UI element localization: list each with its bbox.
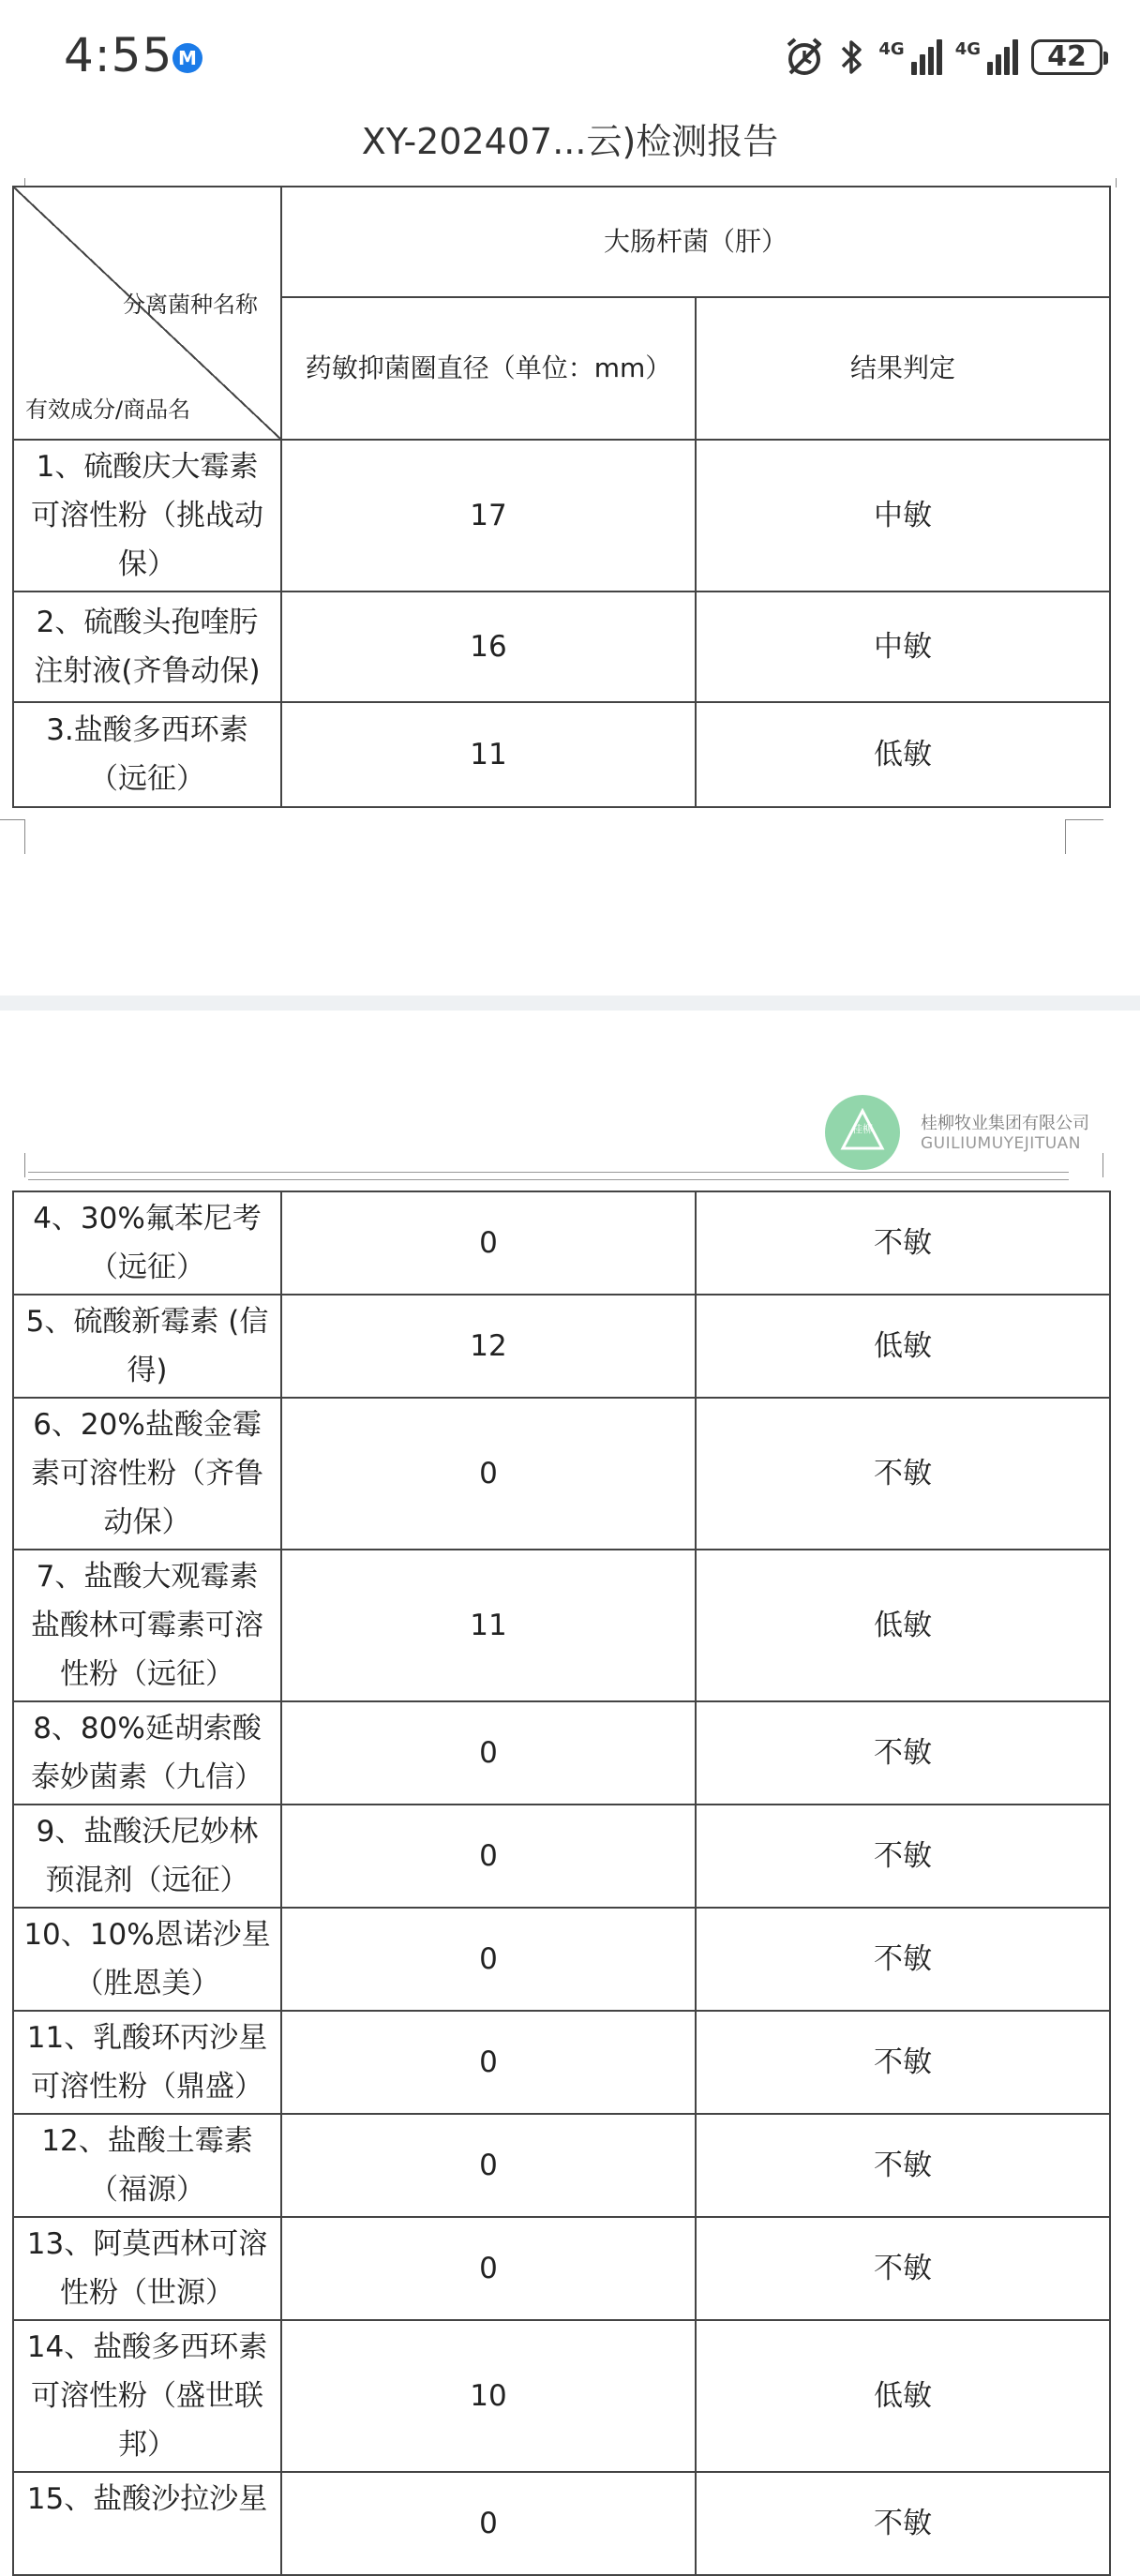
result-cell: 不敏 <box>696 1398 1110 1550</box>
table-row <box>13 1295 1110 1398</box>
table-row <box>13 2217 1110 2320</box>
drug-name-cell: 1、硫酸庆大霉素可溶性粉（挑战动保） <box>13 440 281 592</box>
table-row <box>13 1701 1110 1805</box>
result-cell: 不敏 <box>696 1805 1110 1908</box>
diameter-cell: 11 <box>281 1550 696 1701</box>
status-icons <box>783 32 1102 82</box>
network-type-label: 4G <box>954 39 981 59</box>
document-page-1[interactable] <box>0 178 1140 994</box>
bacteria-header: 大肠杆菌（肝） <box>281 187 1110 297</box>
result-cell: 中敏 <box>696 592 1110 702</box>
app-notification-badge: M <box>172 43 202 73</box>
page-separator <box>0 996 1140 1011</box>
cellular-signal-1-icon <box>878 39 941 75</box>
result-cell: 中敏 <box>696 440 1110 592</box>
drug-name-cell: 13、阿莫西林可溶性粉（世源） <box>13 2217 281 2320</box>
company-name-en: GUILIUMUYEJITUAN <box>921 1134 1081 1153</box>
document-title: XY-202407...云)检测报告 <box>361 121 779 162</box>
diag-header-top: 分离菌种名称 <box>123 292 258 318</box>
diag-header-bottom: 有效成分/商品名 <box>25 397 191 423</box>
table-row <box>13 2472 1110 2575</box>
diameter-cell: 17 <box>281 440 696 592</box>
page-corner-mark <box>1065 819 1103 854</box>
drug-name-cell: 8、80%延胡索酸泰妙菌素（九信） <box>13 1701 281 1805</box>
susceptibility-table-part-2 <box>12 1191 1111 2576</box>
diameter-cell: 0 <box>281 2472 696 2575</box>
drug-name-cell: 3.盐酸多西环素（远征） <box>13 702 281 807</box>
page-corner-mark <box>24 1153 63 1177</box>
document-page-2[interactable] <box>0 1011 1140 2540</box>
page-corner-mark <box>0 819 25 854</box>
battery-icon: 42 <box>1031 39 1102 75</box>
logo-triangle-icon <box>840 1108 885 1153</box>
company-logo-header <box>825 1095 1106 1170</box>
result-cell: 低敏 <box>696 702 1110 807</box>
diagonal-header-cell <box>13 187 281 440</box>
table-row <box>13 1191 1110 1295</box>
diameter-cell: 12 <box>281 1295 696 1398</box>
table-row <box>13 1550 1110 1701</box>
table-row <box>13 2114 1110 2217</box>
drug-name-cell: 12、盐酸土霉素（福源） <box>13 2114 281 2217</box>
table-row <box>13 1908 1110 2011</box>
diameter-cell: 0 <box>281 2011 696 2114</box>
result-cell: 不敏 <box>696 1908 1110 2011</box>
column-header-diameter: 药敏抑菌圈直径（单位：mm） <box>281 297 696 440</box>
diameter-cell: 0 <box>281 2217 696 2320</box>
column-header-result: 结果判定 <box>696 297 1110 440</box>
status-bar <box>0 0 1140 111</box>
result-cell: 低敏 <box>696 2320 1110 2472</box>
diameter-cell: 0 <box>281 1398 696 1550</box>
result-cell: 不敏 <box>696 2114 1110 2217</box>
company-name: 桂柳牧业集团有限公司 <box>921 1114 1089 1133</box>
header-rule <box>28 1179 1069 1180</box>
drug-name-cell: 10、10%恩诺沙星（胜恩美） <box>13 1908 281 2011</box>
table-row <box>13 702 1110 807</box>
diameter-cell: 0 <box>281 1191 696 1295</box>
page-corner-mark <box>1065 1153 1103 1177</box>
diameter-cell: 0 <box>281 1805 696 1908</box>
diameter-cell: 0 <box>281 2114 696 2217</box>
result-cell: 低敏 <box>696 1550 1110 1701</box>
result-cell: 不敏 <box>696 1191 1110 1295</box>
drug-name-cell: 11、乳酸环丙沙星可溶性粉（鼎盛） <box>13 2011 281 2114</box>
drug-name-cell: 14、盐酸多西环素可溶性粉（盛世联邦） <box>13 2320 281 2472</box>
diameter-cell: 16 <box>281 592 696 702</box>
result-cell: 不敏 <box>696 2217 1110 2320</box>
result-cell: 不敏 <box>696 1701 1110 1805</box>
drug-name-cell: 9、盐酸沃尼妙林预混剂（远征） <box>13 1805 281 1908</box>
table-row <box>13 592 1110 702</box>
table-row <box>13 1398 1110 1550</box>
alarm-icon <box>783 36 826 79</box>
drug-name-cell: 4、30%氟苯尼考（远征） <box>13 1191 281 1295</box>
bluetooth-icon <box>839 37 865 78</box>
diameter-cell: 10 <box>281 2320 696 2472</box>
status-time: 4:55 <box>64 28 173 82</box>
header-rule <box>28 1172 1069 1173</box>
cellular-signal-2-icon <box>955 39 1018 75</box>
network-type-label: 4G <box>878 39 905 59</box>
result-cell: 低敏 <box>696 1295 1110 1398</box>
logo-mark-text: 桂柳 <box>852 1123 873 1135</box>
drug-name-cell: 5、硫酸新霉素 (信得) <box>13 1295 281 1398</box>
diameter-cell: 0 <box>281 1908 696 2011</box>
drug-name-cell: 2、硫酸头孢喹肟注射液(齐鲁动保) <box>13 592 281 702</box>
diameter-cell: 11 <box>281 702 696 807</box>
table-row <box>13 1805 1110 1908</box>
table-row <box>13 2011 1110 2114</box>
result-cell: 不敏 <box>696 2011 1110 2114</box>
drug-name-cell: 7、盐酸大观霉素盐酸林可霉素可溶性粉（远征） <box>13 1550 281 1701</box>
result-cell: 不敏 <box>696 2472 1110 2575</box>
table-row <box>13 2320 1110 2472</box>
susceptibility-table-part-1 <box>12 186 1111 808</box>
diameter-cell: 0 <box>281 1701 696 1805</box>
drug-name-cell: 15、盐酸沙拉沙星 <box>13 2472 281 2575</box>
table-row <box>13 440 1110 592</box>
drug-name-cell: 6、20%盐酸金霉素可溶性粉（齐鲁动保） <box>13 1398 281 1550</box>
